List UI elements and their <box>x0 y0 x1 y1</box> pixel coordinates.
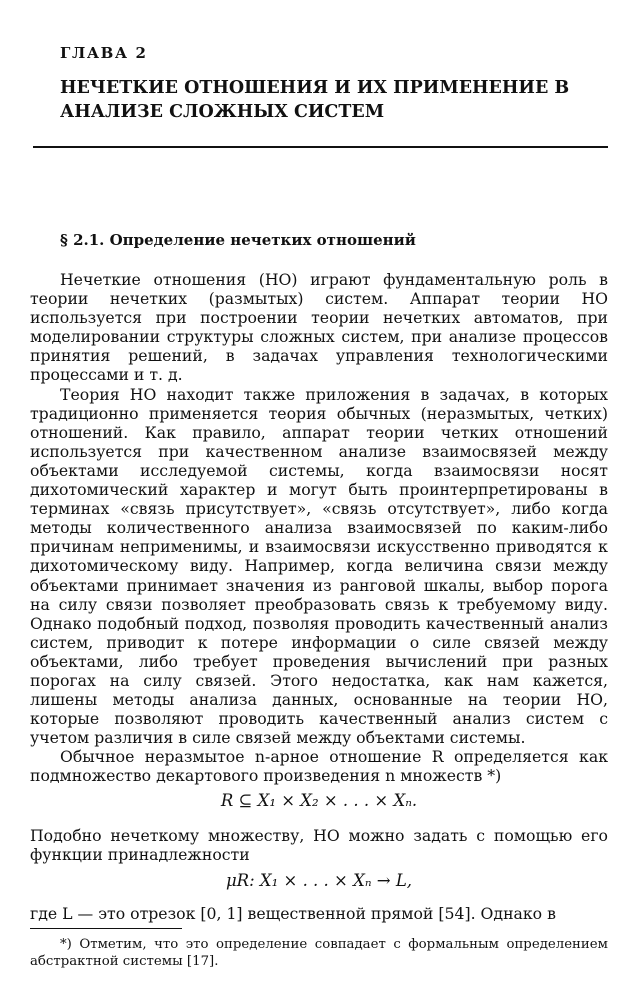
chapter-label: ГЛАВА 2 <box>60 44 148 62</box>
chapter-title: НЕЧЕТКИЕ ОТНОШЕНИЯ И ИХ ПРИМЕНЕНИЕ В АНАЛИЗЕ СЛОЖНЫХ СИСТЕМ <box>60 78 570 122</box>
formula-cartesian-product: R ⊆ X₁ × X₂ × . . . × Xₙ. <box>220 790 418 810</box>
paragraph-intro: Нечеткие отношения (НО) играют фундаментальную роль в теории нечетких (размытых) систем. Аппарат теории НО используется при построении теории нечетких автоматов, при моделировании структуры сложных систем, при анализе процессов принятия решений, в задачах управления технологическими процессами и т. д. <box>30 270 608 385</box>
chapter-divider <box>33 146 608 148</box>
body-text <box>30 270 608 923</box>
section-heading: § 2.1. Определение нечетких отношений <box>60 231 416 249</box>
paragraph-interval: где L — это отрезок [0, 1] вещественной прямой [54]. Однако в <box>30 903 556 923</box>
paragraph-crisp-relation: Обычное неразмытое n-арное отношение R определяется как подмножество декартового произведения n множеств *) <box>30 747 608 786</box>
footnote-divider <box>30 928 182 929</box>
formula-membership-function: μR: X₁ × . . . × Xₙ → L, <box>225 870 413 890</box>
paragraph-applications: Теория НО находит также приложения в задачах, в которых традиционно применяется теория обычных (неразмытых, четких) отношений. Как правило, аппарат теории четких отношений используется при качественном анализе взаимосвязей между объектами исследуемой системы, когда взаимосвязи носят дихотомический характер и могут быть проинтерпретированы в терминах «связь присутствует», «связь отсутствует», либо когда методы количественного анализа взаимосвязей по каким-либо причинам неприменимы, и взаимосвязи искусственно приводятся к дихотомическому виду. Например, когда величина связи между объектами принимает значения из ранговой шкалы, выбор порога на силу связи позволяет преобразовать связь к требуемому виду. Однако подобный подход, позволяя проводить качественный анализ систем, приводит к потере информации о силе связей между объектами, либо требует проведения вычислений при разных порогах на силу связей. Этого недостатка, как нам кажется, лишены методы анализа данных, основанные на теории НО, которые позволяют проводить качественный анализ систем с учетом различия в силе связей между объектами системы. <box>30 384 608 748</box>
footnote: *) Отметим, что это определение совпадает с формальным определением абстрактной системы [17]. <box>30 937 608 969</box>
paragraph-membership: Подобно нечеткому множеству, НО можно задать с помощью его функции принадлежности <box>30 825 608 864</box>
